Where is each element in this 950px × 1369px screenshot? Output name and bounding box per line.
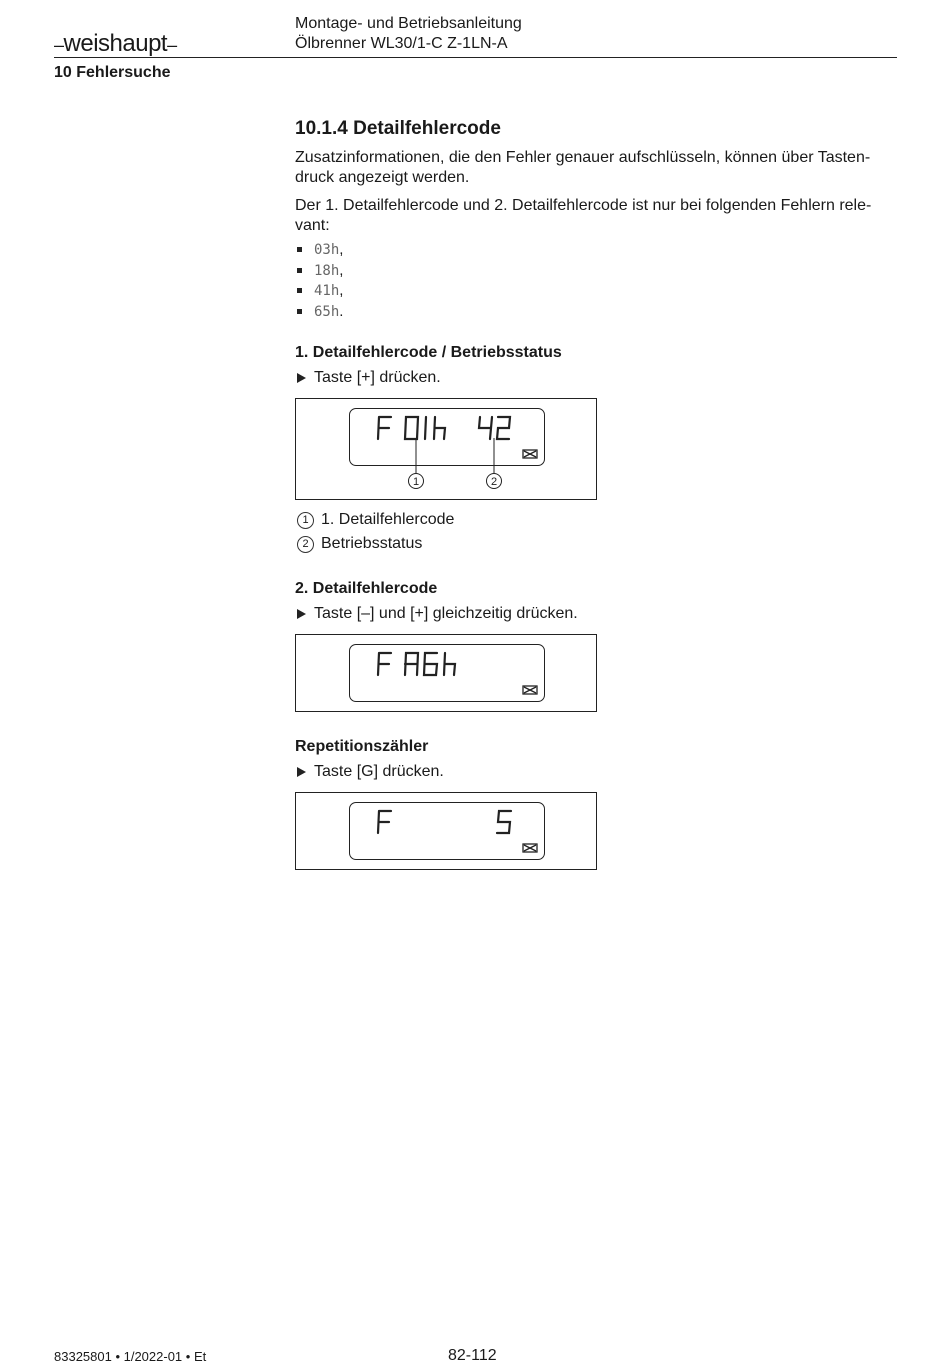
list-item: 18h, bbox=[295, 261, 895, 282]
lcd-digit bbox=[405, 653, 418, 675]
error-code: 41h bbox=[314, 283, 340, 299]
lcd-digit bbox=[497, 811, 511, 833]
instruction-step-2 bbox=[295, 604, 895, 624]
instruction-step-1 bbox=[295, 368, 895, 388]
step-arrow-icon bbox=[297, 373, 306, 383]
display-figure-3 bbox=[295, 792, 597, 870]
lcd-text-3 bbox=[0, 0, 1, 1]
list-item: 65h. bbox=[295, 302, 895, 323]
lcd-segments bbox=[350, 645, 544, 701]
callout-number-2: 2 bbox=[490, 476, 498, 488]
legend-item bbox=[295, 510, 895, 530]
legend-number: 1 bbox=[297, 512, 314, 529]
legend-item bbox=[295, 534, 895, 554]
logo-dash-left: – bbox=[54, 35, 64, 55]
legend-text: Betriebsstatus bbox=[321, 535, 423, 552]
figure-legend bbox=[295, 510, 895, 554]
list-item: 03h, bbox=[295, 240, 895, 261]
step-text: Taste [G] drücken. bbox=[314, 763, 444, 780]
display-figure-2 bbox=[295, 634, 597, 712]
relevance-paragraph: Der 1. Detailfehlercode und 2. Detailfehlercode ist nur bei folgenden Fehlern rele-vant: bbox=[295, 197, 872, 234]
lcd-digits bbox=[378, 653, 455, 675]
lcd-digit bbox=[424, 653, 437, 675]
error-code: 18h bbox=[314, 262, 340, 279]
chapter-title: 10 Fehlersuche bbox=[54, 64, 171, 81]
lcd-text-2 bbox=[0, 0, 1, 1]
section-title: 10.1.4 Detailfehlercode bbox=[295, 118, 501, 139]
error-code-list bbox=[295, 240, 895, 322]
product-name: Ölbrenner WL30/1-C Z-1LN-A bbox=[295, 35, 508, 52]
weishaupt-logo bbox=[54, 30, 177, 58]
callout-number-1: 1 bbox=[412, 476, 420, 488]
lcd-digit bbox=[444, 653, 455, 675]
lcd-digit bbox=[378, 653, 391, 675]
logo-text: weishaupt bbox=[63, 30, 168, 57]
intro-paragraph: Zusatzinformationen, die den Fehler genauer aufschlüsseln, können über Tasten-druck angezeigt werden. bbox=[295, 149, 871, 186]
instruction-step-3 bbox=[295, 762, 895, 782]
legend-number: 2 bbox=[297, 536, 314, 553]
burner-icon bbox=[523, 686, 537, 694]
step-arrow-icon bbox=[297, 767, 306, 777]
subsection-title-3: Repetitionszähler bbox=[295, 738, 429, 755]
legend-text: 1. Detailfehlercode bbox=[321, 511, 455, 528]
main-content bbox=[295, 118, 895, 870]
logo-dash-right: – bbox=[167, 35, 177, 55]
step-text: Taste [+] drücken. bbox=[314, 369, 441, 386]
lcd-digits bbox=[378, 811, 511, 833]
subsection-title-2: 2. Detailfehlercode bbox=[295, 580, 438, 597]
lcd-segments bbox=[350, 803, 544, 859]
error-code: 65h bbox=[314, 303, 340, 320]
subsection-title-1: 1. Detailfehlercode / Betriebsstatus bbox=[295, 344, 562, 361]
page-number: 82-112 bbox=[448, 1347, 497, 1364]
lcd-digit bbox=[378, 811, 391, 833]
lcd-text-1 bbox=[0, 0, 1, 1]
display-figure-1 bbox=[295, 398, 597, 500]
lcd-screen bbox=[349, 644, 545, 702]
step-text: Taste [–] und [+] gleichzeitig drücken. bbox=[314, 605, 578, 622]
list-item: 41h, bbox=[295, 281, 895, 302]
burner-icon bbox=[523, 844, 537, 852]
doc-type: Montage- und Betriebsanleitung bbox=[295, 15, 522, 32]
error-code: 03h bbox=[314, 242, 340, 258]
header-rule bbox=[54, 57, 897, 58]
doc-id: 83325801 • 1/2022-01 • Et bbox=[54, 1349, 207, 1364]
callout-overlay bbox=[296, 399, 596, 499]
lcd-screen bbox=[349, 802, 545, 860]
step-arrow-icon bbox=[297, 609, 306, 619]
